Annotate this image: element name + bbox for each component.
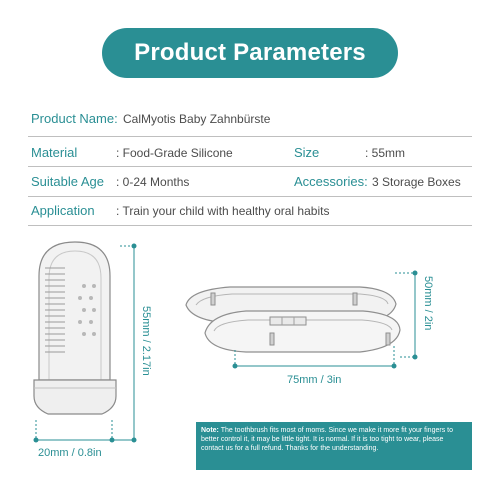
case-length-dimension: 75mm / 3in xyxy=(287,374,342,386)
note-box xyxy=(196,422,472,470)
case-height-dimension: 50mm / 2in xyxy=(422,276,434,331)
application-value: : Train your child with healthy oral habits xyxy=(116,204,330,218)
material-label: Material xyxy=(31,145,78,160)
page-title: Product Parameters xyxy=(134,39,366,66)
size-label: Size xyxy=(294,145,320,160)
note-text: The toothbrush fits most of moms. Since we make it more fit your fingers to better control it, it may be little tight. It is normal. If it is too tight to wear, please contact us for a full refund. Thanks for the understanding. xyxy=(201,427,453,452)
product-name-label: Product Name: xyxy=(31,111,118,126)
product-name-value: CalMyotis Baby Zahnbürste xyxy=(123,112,271,126)
application-label: Application xyxy=(31,203,95,218)
accessories-label: Accessories: xyxy=(294,174,368,189)
size-value: : 55mm xyxy=(365,146,406,160)
material-value: : Food-Grade Silicone xyxy=(116,146,233,160)
suitable-age-value: : 0-24 Months xyxy=(116,175,190,189)
brush-width-dimension: 20mm / 0.8in xyxy=(38,447,102,459)
accessories-value: 3 Storage Boxes xyxy=(372,175,461,189)
suitable-age-label: Suitable Age xyxy=(31,174,105,189)
brush-height-dimension: 55mm / 2.17in xyxy=(140,306,152,376)
note-label: Note: xyxy=(201,427,219,434)
